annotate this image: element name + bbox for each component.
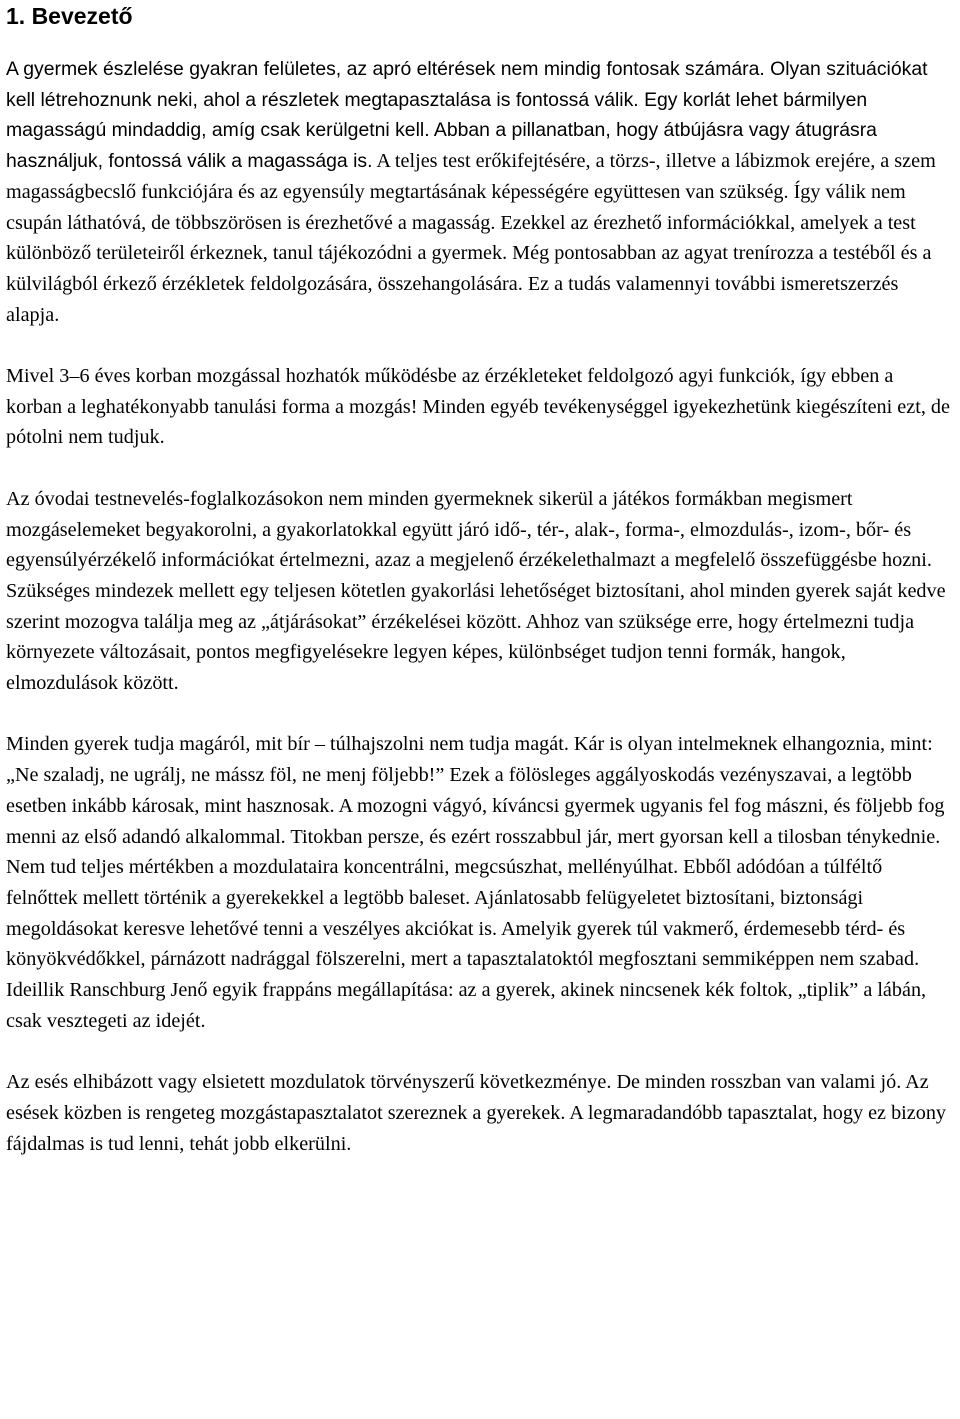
paragraph-3: Az óvodai testnevelés-foglalkozásokon nem minden gyermeknek sikerül a játékos formákban megismert mozgáselemeket begyakorolni, a gyakorlatokkal együtt járó idő-, tér-, alak-, forma-, elmozdulás-, izom-, bőr- és egyensúlyérzékelő információkat értelmezni, azaz a megjelenő érzékelethalmazt a megfelelő összefüggésbe hozni. Szükséges mindezek mellett egy teljesen kötetlen gyakorlási lehetőséget biztosítani, ahol minden gyerek saját kedve szerint mozogva találja meg az „átjárásokat” érzékelései között. Ahhoz van szüksége erre, hogy értelmezni tudja környezete változásait, pontos megfigyelésekre legyen képes, különbséget tudjon tenni formák, hangok, elmozdulások között. [6,487,946,695]
paragraph-2: Mivel 3–6 éves korban mozgással hozhatók működésbe az érzékleteket feldolgozó agyi funkciók, így ebben a korban a leghatékonyabb tanulási forma a mozgás! Minden egyéb tevékenységgel igyekezhetünk kiegészíteni ezt, de pótolni nem tudjuk. [6,365,950,449]
paragraph-1-sans-part: A gyermek észlelése gyakran felületes, az apró eltérések nem mindig fontosak számára. Olyan szituációkat kell létrehoznunk neki, ahol a részletek megtapasztalása is fontossá válik. Egy korlát lehet bármilyen magasságú mindaddig, amíg csak kerülgetni kell. Abban a pillanatban, hogy átbújásra vagy átugrásra használjuk, fontossá válik a magassága is. [6,58,928,173]
paragraph-1-serif-part: A teljes test erőkifejtésére, a törzs-, illetve a lábizmok erejére, a szem magasságbecslő funkciójára és az egyensúly megtartásának képességére együttesen van szükség. Így válik nem csupán láthatóvá, de többszörösen is érezhetővé a magasság. Ezekkel az érezhető információkkal, amelyek a test különböző területeiről érkeznek, tanul tájékozódni a gyermek. Még pontosabban az agyat trenírozza a testéből és a külvilágból érkező érzékletek feldolgozására, összehangolására. Ez a tudás valamennyi további ismeretszerzés alapja. [6,150,936,326]
paragraph-5: Az esés elhibázott vagy elsietett mozdulatok törvényszerű következménye. De minden rosszban van valami jó. Az esések közben is rengeteg mozgástapasztalatot szereznek a gyerekek. A legmaradandóbb tapasztalat, hogy ez bizony fájdalmas is tud lenni, tehát jobb elkerülni. [6,1071,947,1155]
paragraph-1 [6,54,954,330]
paragraph-4: Minden gyerek tudja magáról, mit bír – túlhajszolni nem tudja magát. Kár is olyan intelmeknek elhangoznia, mint: „Ne szaladj, ne ugrálj, ne mássz föl, ne menj följebb!” Ezek a fölösleges aggályoskodás vezényszavai, a legtöbb esetben inkább károsak, mint hasznosak. A mozogni vágyó, kíváncsi gyermek ugyanis fel fog mászni, és följebb fog menni az első adandó alkalommal. Titokban persze, és ezért rosszabbul jár, mert gyorsan kell a tilosban ténykednie. Nem tud teljes mértékben a mozdulataira koncentrálni, megcsúszhat, mellényúlhat. Ebből adódóan a túlféltő felnőttek mellett történik a gyerekekkel a legtöbb baleset. Ajánlatosabb felügyeletet biztosítani, biztonsági megoldásokat keresve lehetővé tenni a veszélyes akciókat is. Amelyik gyerek túl vakmerő, érdemesebb térd- és könyökvédőkkel, párnázott nadrággal fölszerelni, mert a tapasztalatoktól megfosztani semmiképpen nem szabad. Ideillik Ranschburg Jenő egyik frappáns megállapítása: az a gyerek, akinek nincsenek kék foltok, „tiplik” a lábán, csak vesztegeti az idejét. [6,733,945,1032]
document-page [6,0,954,1159]
section-heading: 1. Bevezető [6,3,133,29]
